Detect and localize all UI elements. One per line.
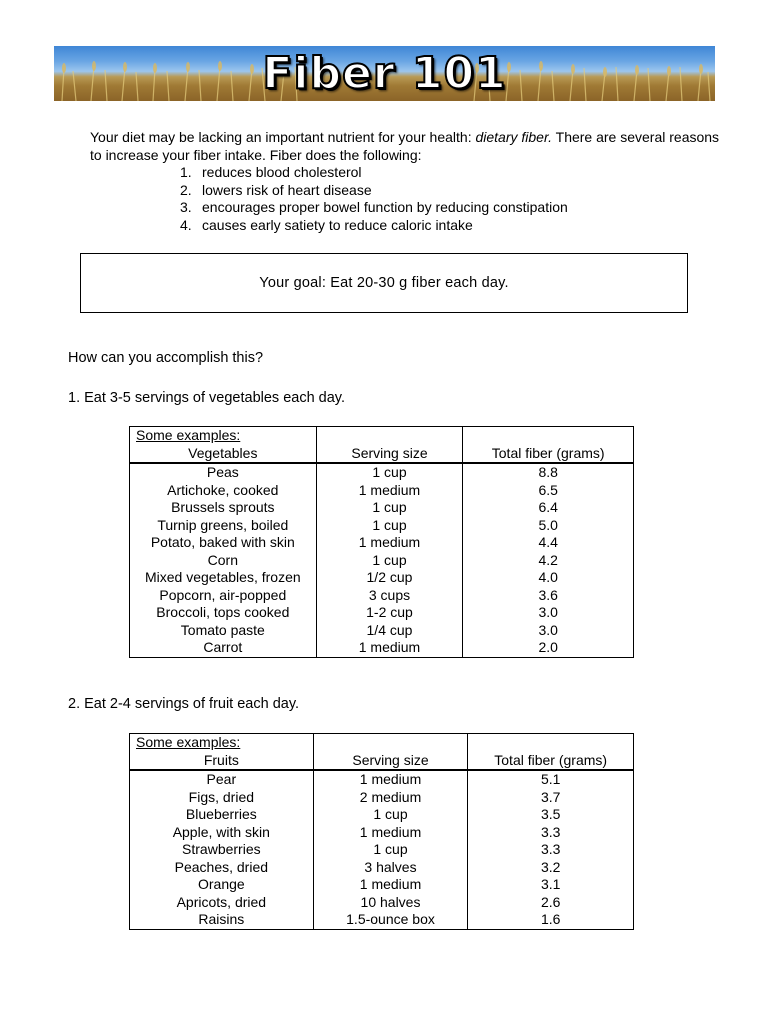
table-row: Potato, baked with skin 1 medium 4.4 — [130, 534, 634, 552]
table-row: Strawberries 1 cup 3.3 — [130, 841, 634, 859]
table-row: Mixed vegetables, frozen 1/2 cup 4.0 — [130, 569, 634, 587]
column-header: Total fiber (grams) — [468, 752, 634, 771]
intro-paragraph — [90, 128, 730, 164]
table-row: Blueberries 1 cup 3.5 — [130, 806, 634, 824]
question-heading: How can you accomplish this? — [68, 350, 264, 366]
table-row: Popcorn, air-popped 3 cups 3.6 — [130, 587, 634, 605]
table-row: Turnip greens, boiled 1 cup 5.0 — [130, 517, 634, 535]
step-fruits: 2. Eat 2-4 servings of fruit each day. — [68, 696, 300, 712]
table-row: Peaches, dried 3 halves 3.2 — [130, 859, 634, 877]
table-row: Pear 1 medium 5.1 — [130, 770, 634, 789]
table-row: Broccoli, tops cooked 1-2 cup 3.0 — [130, 604, 634, 622]
column-header: Fruits — [130, 752, 314, 771]
intro-emphasis: dietary fiber. — [475, 129, 552, 145]
table-row: Raisins 1.5-ounce box 1.6 — [130, 911, 634, 929]
list-item: 4. causes early satiety to reduce caloric intake — [180, 216, 473, 233]
intro-section — [90, 128, 730, 234]
intro-text-before: Your diet may be lacking an important nutrient for your health: — [90, 129, 476, 145]
table-row: Orange 1 medium 3.1 — [130, 876, 634, 894]
table-row: Artichoke, cooked 1 medium 6.5 — [130, 482, 634, 500]
vegetables-table — [129, 426, 634, 658]
column-header: Vegetables — [130, 445, 317, 464]
table-row: Tomato paste 1/4 cup 3.0 — [130, 622, 634, 640]
column-header: Serving size — [313, 752, 468, 771]
table-row: Figs, dried 2 medium 3.7 — [130, 789, 634, 807]
table-header-row — [130, 445, 634, 464]
intro-text-after: There are several reasons to increase your fiber intake. Fiber does the following: — [90, 129, 720, 163]
column-header: Total fiber (grams) — [463, 445, 634, 464]
list-item: 3. encourages proper bowel function by reducing constipation — [180, 199, 568, 215]
table-header-row — [130, 752, 634, 771]
benefits-list — [90, 164, 730, 234]
fruits-table — [129, 733, 634, 930]
list-item: 1. reduces blood cholesterol — [180, 164, 362, 180]
list-item: 2. lowers risk of heart disease — [180, 181, 372, 198]
column-header: Serving size — [316, 445, 463, 464]
wheat-field-banner — [54, 46, 715, 101]
goal-box: Your goal: Eat 20-30 g fiber each day. — [80, 253, 688, 313]
table-row: Brussels sprouts 1 cup 6.4 — [130, 499, 634, 517]
table-row: Carrot 1 medium 2.0 — [130, 639, 634, 657]
table-row: Apricots, dried 10 halves 2.6 — [130, 894, 634, 912]
banner-title: Fiber 101 — [262, 48, 507, 99]
table-row: Peas 1 cup 8.8 — [130, 463, 634, 482]
table-row: Corn 1 cup 4.2 — [130, 552, 634, 570]
examples-label: Some examples: — [130, 734, 314, 752]
step-vegetables: 1. Eat 3-5 servings of vegetables each day. — [68, 390, 346, 406]
examples-label: Some examples: — [130, 427, 317, 445]
table-row: Apple, with skin 1 medium 3.3 — [130, 824, 634, 842]
